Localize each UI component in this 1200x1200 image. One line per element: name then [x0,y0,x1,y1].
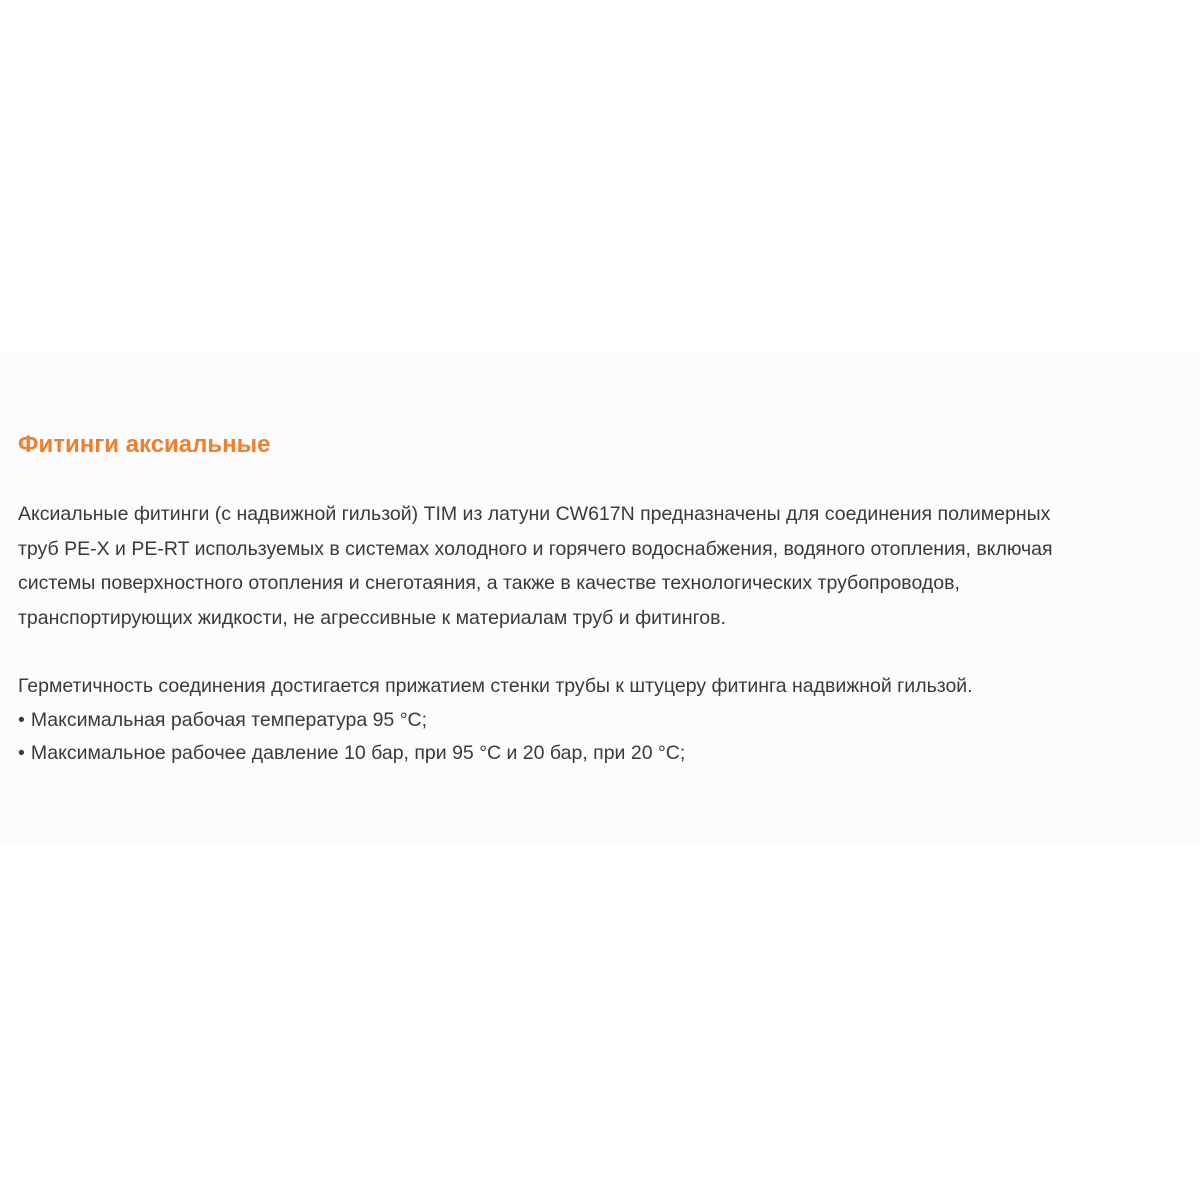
description-line: труб PE-X и PE-RT используемых в системах холодного и горячего водоснабжения, водяного отопления, включая [18,537,1053,560]
spec-max-pressure [18,737,1193,770]
spec-text: Максимальное рабочее давление 10 бар, при 95 °C и 20 бар, при 20 °C; [30,741,686,764]
section-title: Фитинги аксиальные [18,431,271,458]
description-paragraph [18,497,1193,635]
description-line: Аксиальные фитинги (с надвижной гильзой) TIM из латуни CW617N предназначены для соединения полимерных [18,503,1051,525]
description-line: системы поверхностного отопления и снеготаяния, а также в качестве технологических трубопроводов, [18,572,960,594]
spec-max-temperature [18,704,1193,737]
bullet-icon: • [18,741,25,764]
specs-list [18,704,1193,770]
spec-text: Максимальная рабочая температура 95 °C; [30,708,427,731]
description-line: транспортирующих жидкости, не агрессивные к материалам труб и фитингов. [18,606,726,629]
product-description [18,427,1193,770]
tightness-paragraph: Герметичность соединения достигается прижатием стенки трубы к штуцеру фитинга надвижной гильзой. [18,675,973,697]
bullet-icon: • [18,708,25,731]
